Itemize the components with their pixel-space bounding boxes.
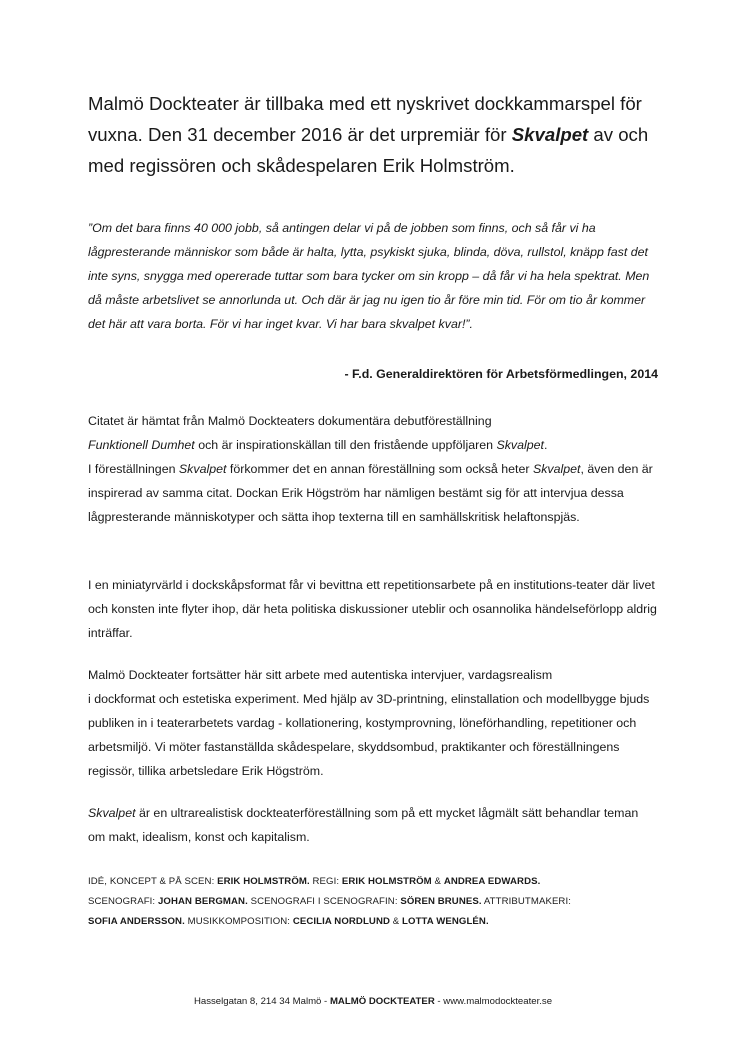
p1-text-j: , även den är inspirerad av samma citat. Dockan Erik Högström har nämligen bestämt sig för att intervjua dessa lågpresterande människotyper och sätta ihop texterna till en samhällskritisk helaftonspjäs. [88,462,653,524]
lead-title-skvalpet: Skvalpet [511,124,589,145]
p1-text-a: Citatet är hämtat från Malmö Dockteaters dokumentära debutföreställning [88,414,492,428]
footer-website: www.malmodockteater.se [443,996,553,1007]
p1-title-skvalpet-1: Skvalpet [496,438,544,452]
body-paragraph-3 [88,663,658,783]
p1-title-skvalpet-2: Skvalpet [178,462,227,476]
credit-ampersand-2: & [390,916,403,927]
p1-title-funktionell-dumhet: Funktionell Dumhet [88,438,195,452]
p1-text-c: och är inspirationskällan till den fristående uppföljaren [194,438,497,452]
credit-label-scenografi-i-scenografin: SCENOGRAFI I SCENOGRAFIN: [247,896,401,907]
p1-text-e: . [543,438,548,452]
lead-text-2: av och med regissören och skådespelaren Erik Holmström. [88,124,649,176]
credit-name-erik-holmstrom-1: ERIK HOLMSTRÖM. [217,876,310,887]
credits-block [88,872,658,932]
lead-text-1: Malmö Dockteater är tillbaka med ett nyskrivet dockkammarspel för vuxna. Den 31 december 2016 är det urpremiär för [88,93,642,145]
p3-text-b: i dockformat och estetiska experiment. Med hjälp av 3D-printning, elinstallation och modellbygge bjuds publiken in i teaterarbetets vardag - kollationering, kostymprovning, löneförhandling, repetitioner och arbetsmiljö. Vi möter fastanställda skådespelare, skyddsombud, praktikanter och föreställningens regissör, tillika arbetsledare Erik Högström. [88,692,650,778]
body-paragraph-2: I en miniatyrvärld i dockskåpsformat får vi bevittna ett repetitionsarbete på en institutions-teater där livet och konsten inte flyter ihop, där heta politiska diskussioner uteblir och osannolika händelseförlopp aldrig inträffar. [88,578,657,640]
p3-text-a: Malmö Dockteater fortsätter här sitt arbete med autentiska intervjuer, vardagsrealism [88,668,553,682]
credit-name-erik-holmstrom-2: ERIK HOLMSTRÖM [341,876,432,887]
credit-label-idea: IDÉ, KONCEPT & PÅ SCEN: [88,876,218,887]
lead-paragraph [88,88,658,181]
p1-text-f: I föreställningen [88,462,179,476]
footer-org-name: MALMÖ DOCKTEATER [329,996,435,1007]
credit-label-scenografi: SCENOGRAFI: [88,896,158,907]
credit-name-soren-brunes: SÖREN BRUNES. [400,896,482,907]
credit-name-andrea-edwards: ANDREA EDWARDS. [443,876,541,887]
credit-label-regi: REGI: [309,876,342,887]
p1-title-skvalpet-3: Skvalpet [532,462,581,476]
credit-name-sofia-andersson: SOFIA ANDERSSON. [88,916,185,927]
quote-attribution: - F.d. Generaldirektören för Arbetsförmedlingen, 2014 [344,367,658,381]
body-paragraph-1 [88,409,658,529]
credit-name-cecilia-nordlund: CECILIA NORDLUND [292,916,391,927]
p1-text-h: förkommer det en annan föreställning som också heter [226,462,533,476]
credit-name-lotta-wenglen: LOTTA WENGLÉN. [402,916,489,927]
credit-label-attributmakeri: ATTRIBUTMAKERI: [481,896,571,907]
footer-separator: - [434,996,444,1007]
body-paragraph-4 [88,801,658,849]
credit-label-musikkomposition: MUSIKKOMPOSITION: [184,916,293,927]
footer-address: Hasselgatan 8, 214 34 Malmö - [193,996,330,1007]
p4-text-rest: är en ultrarealistisk dockteaterföreställning som på ett mycket lågmält sätt behandlar teman om makt, idealism, konst och kapitalism. [88,806,639,844]
credit-ampersand-1: & [431,876,444,887]
credit-name-johan-bergman: JOHAN BERGMAN. [157,896,248,907]
p4-title-skvalpet: Skvalpet [88,806,136,820]
quote-paragraph: ”Om det bara finns 40 000 jobb, så antingen delar vi på de jobben som finns, och så får vi ha lågpresterande människor som både är halta, lytta, psykiskt sjuka, blinda, döva, rullstol, knäpp fast det inte syns, snygga med opererade tuttar som bara tycker om sin kropp – då får vi ha hela spektrat. Men då måste arbetslivet se annorlunda ut. Och där är jag nu igen tio år före min tid. För om tio år kommer det här att vara borta. För vi har inget kvar. Vi har bara skvalpet kvar!”. [88,221,650,331]
footer [0,996,746,1007]
